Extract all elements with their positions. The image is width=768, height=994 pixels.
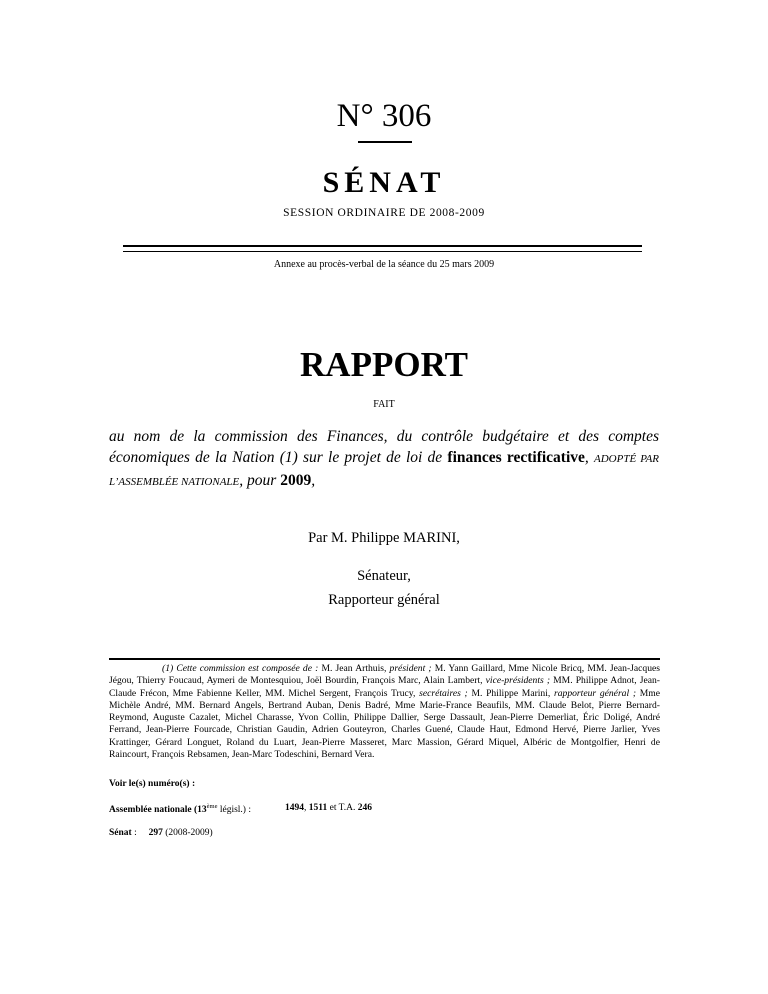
commission-footnote [109, 663, 660, 761]
report-title: RAPPORT [300, 345, 468, 384]
annexe-line: Annexe au procès-verbal de la séance du 25 mars 2009 [273, 259, 495, 270]
legislature-ordinal: ème [206, 803, 218, 810]
legislature-suffix: législ.) : [217, 805, 251, 816]
description-subject: finances rectificative [447, 449, 585, 466]
footnote-role: vice-présidents ; [485, 675, 551, 687]
ref-number: 1511 [308, 803, 328, 813]
description-text: au nom de la commission des Finances, du contrôle budgétaire et des comptes économiques de la Nation (1) sur le projet de loi de [109, 428, 659, 466]
report-description [109, 426, 659, 493]
author-role-senateur: Sénateur, [357, 568, 411, 584]
pour-text: , pour [239, 472, 281, 489]
ref-number: 246 [357, 803, 373, 813]
author-line: Par M. Philippe MARINI, [308, 530, 460, 546]
description-year: 2009 [280, 472, 312, 489]
footnote-role: rapporteur général ; [554, 687, 637, 699]
assemblee-reference-values [285, 803, 372, 813]
ref-number: 1494 [285, 803, 304, 813]
footnote-part: MM. Philippe Adnot, Jean-Claude Frécon, Mme Fabienne Keller, MM. Michel Sergent, François Trucy, [109, 675, 660, 699]
year-comma: , [311, 472, 316, 489]
references-heading: Voir le(s) numéro(s) : [109, 779, 196, 789]
footnote-part: M. Jean Arthuis, [321, 663, 390, 674]
session-line: SESSION ORDINAIRE DE 2008-2009 [283, 207, 485, 219]
chamber-title: SÉNAT [322, 166, 446, 199]
header-double-rule [123, 245, 642, 252]
footnote-lead: (1) Cette commission est composée de : [162, 663, 322, 674]
assemblee-label: Assemblée nationale (13 [109, 805, 207, 816]
document-number: N° 306 [336, 98, 432, 134]
footnote-part: M. Philippe Marini, [467, 687, 555, 699]
senat-year: (2008-2009) [162, 828, 213, 838]
footnote-role: secrétaires ; [419, 687, 468, 699]
adopted-text-a: ADOPTÉ PAR L’A [109, 453, 660, 488]
footnote-role: président ; [389, 663, 432, 674]
assemblee-reference-label [109, 803, 251, 815]
ref-separator: , [304, 803, 309, 813]
footnote-part: M. Yann Gaillard, Mme Nicole Bricq, MM. Jean-Jacques Jégou, Thierry Foucaud, Aymeri de Montesquiou, Joël Bourdin, François Marc, Alain Lambert, [109, 663, 661, 687]
adopted-text-b: SSEMBLÉE NATIONALE [125, 476, 240, 488]
senat-label: Sénat [109, 828, 132, 838]
footnote-rule [109, 658, 660, 660]
description-comma: , [584, 449, 589, 466]
senat-reference [109, 828, 213, 838]
senat-colon: : [131, 828, 149, 838]
author-role-rapporteur: Rapporteur général [328, 592, 440, 608]
footnote-part: Mme Michèle André, MM. Bernard Angels, Bertrand Auban, Denis Badré, Mme Marie-France Beaufils, MM. Claude Belot, Pierre Bernard-Reymond, Auguste Cazalet, Michel Charasse, Yvon Collin, Philippe Dallier, Serge Dassault, Jean-Pierre Demerliat, Éric Doligé, André Ferrand, Jean-Pierre Fourcade, Christian Gaudin, Adrien Gouteyron, Charles Guené, Claude Haut, Edmond Hervé, Pierre Jarlier, Yves Krattinger, Gérard Longuet, Roland du Luart, Jean-Pierre Masseret, Marc Massion, Gérard Miquel, Albéric de Montgolfier, Henri de Raincourt, François Rebsamen, Jean-Marc Todeschini, Bernard Vera. [109, 687, 661, 761]
senat-number: 297 [148, 828, 163, 838]
ref-separator: et T.A. [327, 803, 358, 813]
fait-label: FAIT [373, 399, 395, 410]
number-underline [358, 141, 412, 143]
